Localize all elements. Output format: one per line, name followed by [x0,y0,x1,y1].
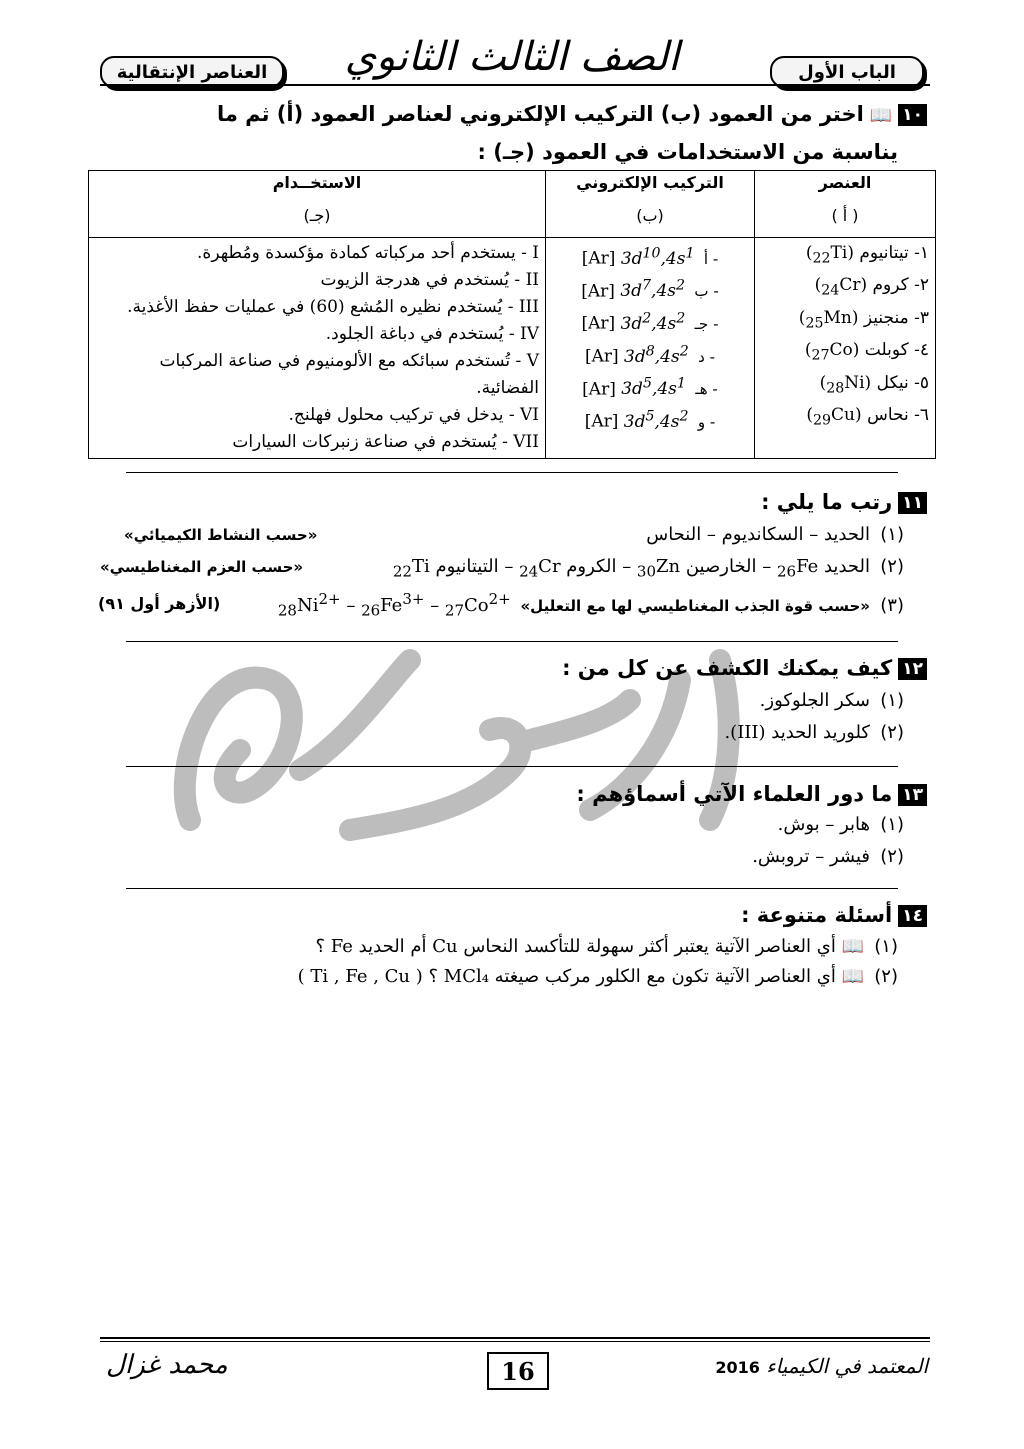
use-item: II - يُستخدم في هدرجة الزيوت [320,270,539,290]
header-rule [100,84,930,86]
grade-title: الصف الثالث الثانوي [344,34,680,80]
config-item: [Ar] $3d^7,4s^2$ ب - [581,277,719,302]
separator [126,641,898,642]
q11-item-3-criterion: «حسب قوة الجذب المغناطيسي لها مع التعليل» [520,597,870,615]
q11-item-1: (١)الحديد – السكانديوم – النحاس [646,524,904,545]
q11-item-1-criterion: «حسب النشاط الكيميائي» [124,526,318,544]
separator [126,766,898,767]
config-column [546,238,755,459]
q11-title: ١١رتب ما يلي : [761,490,927,514]
q11-item-2: (٢)الحديد $_{26}$Fe – الخارصين $_{30}$Zn – الكروم $_{24}$Cr – التيتانيوم $_{22}$Ti [392,556,904,581]
q11-number: ١١ [898,492,927,514]
q12-title: ١٢كيف يمكنك الكشف عن كل من : [562,656,927,680]
q14-item-1: (١)📖 أي العناصر الآتية يعتبر أكثر سهولة للتأكسد النحاس Cu أم الحديد Fe ؟ [315,936,898,957]
element-item: ١- تيتانيوم $(_{22}Ti)$ [805,243,929,267]
separator [126,472,898,473]
config-item: [Ar] $3d^5,4s^1$ هـ - [582,375,718,400]
separator [126,888,898,889]
config-item: [Ar] $3d^8,4s^2$ د - [584,342,716,367]
q13-item-2: (٢)فيشر – تروبش. [752,846,904,867]
q14-number: ١٤ [898,905,927,927]
page-number: 16 [487,1352,549,1390]
book-icon: 📖 [841,966,864,987]
use-item: V - تُستخدم سبائكه مع الألومنيوم في صناعة المركبات الفضائية. [159,351,539,398]
chapter-label: الباب الأول [770,56,924,88]
q10-line1: اختر من العمود (ب) التركيب الإلكتروني لعناصر العمود (أ) ثم ما [216,102,864,126]
q13-item-1: (١)هابر – بوش. [777,814,904,835]
use-column [89,238,546,459]
use-item: VI - يدخل في تركيب محلول فهلنج. [288,405,539,425]
q14-item-2: (٢)📖 أي العناصر الآتية تكون مع الكلور مركب صيغته MCl₄ ؟ ( Ti , Fe , Cu ) [297,966,898,987]
element-item: ٢- كروم $(_{24}Cr)$ [814,275,929,299]
config-item: [Ar] $3d^2,4s^2$ جـ - [581,310,719,334]
footer-signature: محمد غزال [106,1350,228,1380]
use-item: I - يستخدم أحد مركباته كمادة مؤكسدة ومُطهرة. [197,243,539,263]
q12-number: ١٢ [898,658,927,680]
book-icon: 📖 [841,936,864,957]
q12-item-1: (١)سكر الجلوكوز. [759,690,904,711]
use-item: VII - يُستخدم في صناعة زنبركات السيارات [232,432,539,452]
q10-number: ١٠ [898,104,927,126]
col-header-use: الاستخــدام (جـ) [89,171,546,238]
q10-line2: يناسبة من الاستخدامات في العمود (جـ) : [477,140,898,164]
q10-title [217,102,927,126]
config-item: [Ar] $3d^5,4s^2$ و - [584,408,716,432]
q11-item-3: (٣)«حسب قوة الجذب المغناطيسي لها مع التعليل» $_{28}Ni^{2+} - _{26}Fe^{3+} - _{27}Co^{2+}$ [277,590,904,620]
use-item: IV - يُستخدم في دباغة الجلود. [325,324,539,344]
col-header-config: التركيب الإلكتروني (ب) [546,171,755,238]
config-item: [Ar] $3d^{10},4s^1$ أ - [581,245,719,269]
unit-label: العناصر الإنتقالية [100,56,284,88]
q12-item-2: (٢)كلوريد الحديد (III). [724,722,904,743]
col-header-element: العنصر ( أ ) [755,171,936,238]
element-item: ٦- نحاس $(_{29}Cu)$ [806,404,929,429]
matching-table [88,170,936,459]
q13-number: ١٣ [898,784,927,806]
q14-title: ١٤أسئلة متنوعة : [741,903,927,927]
use-item: III - يُستخدم نظيره المُشع (60) في عمليات حفظ الأغذية. [127,297,539,317]
element-item: ٥- نيكل $(_{28}Ni)$ [819,372,929,396]
q11-item-2-criterion: «حسب العزم المغناطيسي» [100,558,304,576]
q11-item-3-source: (الأزهر أول ٩١) [98,594,221,613]
element-column [755,238,936,459]
element-item: ٣- منجنيز $(_{25}Mn)$ [798,307,929,332]
element-item: ٤- كوبلت $(_{27}Co)$ [804,340,929,364]
footer-rule [100,1341,930,1342]
footer-rule [100,1337,930,1339]
footer-brand: المعتمد في الكيمياء 2016 [715,1354,928,1378]
q13-title: ١٣ما دور العلماء الآتي أسماؤهم : [576,782,927,806]
book-icon: 📖 [869,105,893,126]
